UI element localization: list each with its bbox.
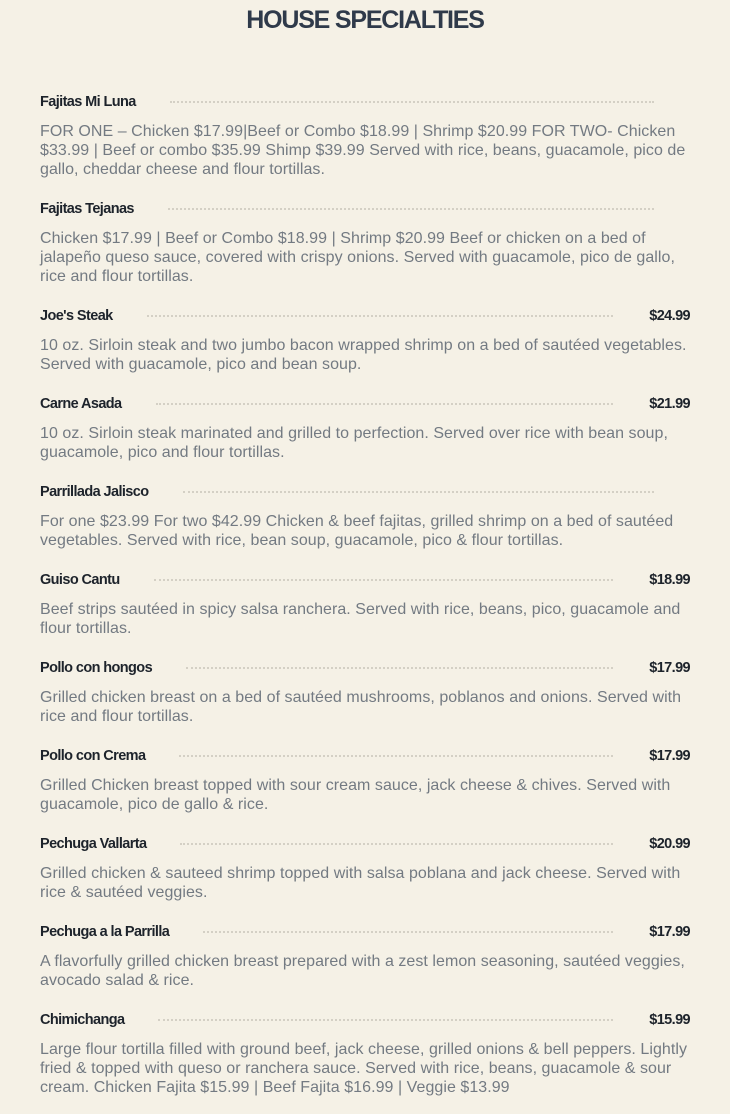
menu-item-guiso-cantu (40, 567, 690, 638)
dotted-leader (158, 1019, 613, 1021)
dotted-leader (170, 101, 654, 103)
menu-item-name: Fajitas Tejanas (40, 201, 134, 217)
menu-item-description: 10 oz. Sirloin steak marinated and grilled to perfection. Served over rice with bean soup, guacamole, pico and flour tortillas. (40, 425, 668, 461)
menu-item-header (40, 196, 690, 222)
dotted-leader (168, 208, 654, 210)
menu-item-header (40, 743, 690, 769)
menu-item-price: $24.99 (649, 308, 690, 324)
dotted-leader (179, 755, 613, 757)
menu-item-description: Grilled chicken & sauteed shrimp topped with salsa poblana and jack cheese. Served with rice & sautéed veggies. (40, 865, 681, 901)
menu-item-name: Pechuga Vallarta (40, 836, 147, 852)
menu-item-header (40, 303, 690, 329)
menu-item-fajitas-tejanas (40, 196, 690, 286)
menu-item-description: Chicken $17.99 | Beef or Combo $18.99 | Shrimp $20.99 Beef or chicken on a bed of jalapeño queso sauce, covered with crispy onions. Served with guacamole, pico de gallo, rice and flour tortillas. (40, 230, 675, 285)
menu-item-header (40, 655, 690, 681)
menu-item-description: Beef strips sautéed in spicy salsa ranchera. Served with rice, beans, pico, guacamole and flour tortillas. (40, 601, 681, 637)
menu-item-name: Joe's Steak (40, 308, 113, 324)
menu-item-name: Chimichanga (40, 1012, 125, 1028)
menu-item-description: For one $23.99 For two $42.99 Chicken & beef fajitas, grilled shrimp on a bed of sautéed vegetables. Served with rice, bean soup, guacamole, pico & flour tortillas. (40, 513, 674, 549)
menu-list (40, 89, 690, 1114)
menu-item-price: $21.99 (649, 396, 690, 412)
dotted-leader (180, 843, 613, 845)
menu-item-parrillada-jalisco (40, 479, 690, 550)
menu-item-name: Guiso Cantu (40, 572, 120, 588)
menu-item-name: Pollo con Crema (40, 748, 146, 764)
menu-item-header (40, 567, 690, 593)
menu-item-header (40, 919, 690, 945)
menu-item-fajitas-mi-luna (40, 89, 690, 179)
menu-item-price: $20.99 (649, 836, 690, 852)
dotted-leader (203, 931, 613, 933)
page-title: HOUSE SPECIALTIES (246, 6, 484, 34)
menu-item-pollo-con-hongos (40, 655, 690, 726)
menu-item-description: Grilled chicken breast on a bed of sautéed mushrooms, poblanos and onions. Served with rice and flour tortillas. (40, 689, 682, 725)
menu-item-pechuga-vallarta (40, 831, 690, 902)
dotted-leader (156, 403, 614, 405)
menu-item-price: $17.99 (649, 748, 690, 764)
dotted-leader (183, 491, 655, 493)
menu-item-description: FOR ONE – Chicken $17.99|Beef or Combo $18.99 | Shrimp $20.99 FOR TWO- Chicken $33.99 | Beef or combo $35.99 Shimp $39.99 Served with rice, beans, guacamole, pico de gallo, cheddar cheese and flour tortillas. (40, 123, 686, 178)
menu-item-chimichanga (40, 1007, 690, 1097)
menu-item-header (40, 1007, 690, 1033)
menu-item-header (40, 89, 690, 115)
dotted-leader (186, 667, 613, 669)
menu-item-pollo-con-crema (40, 743, 690, 814)
menu-item-joes-steak (40, 303, 690, 374)
menu-item-price: $17.99 (649, 660, 690, 676)
menu-item-header (40, 831, 690, 857)
menu-item-description: 10 oz. Sirloin steak and two jumbo bacon wrapped shrimp on a bed of sautéed vegetables. Served with guacamole, pico and bean soup. (40, 337, 687, 373)
menu-item-description: Large flour tortilla filled with ground beef, jack cheese, grilled onions & bell peppers. Lightly fried & topped with queso or ranchera sauce. Served with rice, beans, guacamole & sour cream. Chicken Fajita $15.99 | Beef Fajita $16.99 | Veggie $13.99 (40, 1041, 687, 1096)
menu-item-name: Carne Asada (40, 396, 122, 412)
menu-item-name: Fajitas Mi Luna (40, 94, 136, 110)
menu-item-carne-asada (40, 391, 690, 462)
menu-item-price: $17.99 (649, 924, 690, 940)
menu-item-price: $15.99 (649, 1012, 690, 1028)
dotted-leader (147, 315, 614, 317)
menu-item-description: Grilled Chicken breast topped with sour cream sauce, jack cheese & chives. Served with guacamole, pico de gallo & rice. (40, 777, 671, 813)
menu-item-price: $18.99 (649, 572, 690, 588)
menu-item-name: Parrillada Jalisco (40, 484, 149, 500)
menu-item-name: Pechuga a la Parrilla (40, 924, 170, 940)
menu-item-header (40, 391, 690, 417)
menu-item-header (40, 479, 690, 505)
menu-item-name: Pollo con hongos (40, 660, 153, 676)
menu-item-pechuga-a-la-parrilla (40, 919, 690, 990)
dotted-leader (154, 579, 614, 581)
menu-item-description: A flavorfully grilled chicken breast prepared with a zest lemon seasoning, sautéed veggies, avocado salad & rice. (40, 953, 685, 989)
